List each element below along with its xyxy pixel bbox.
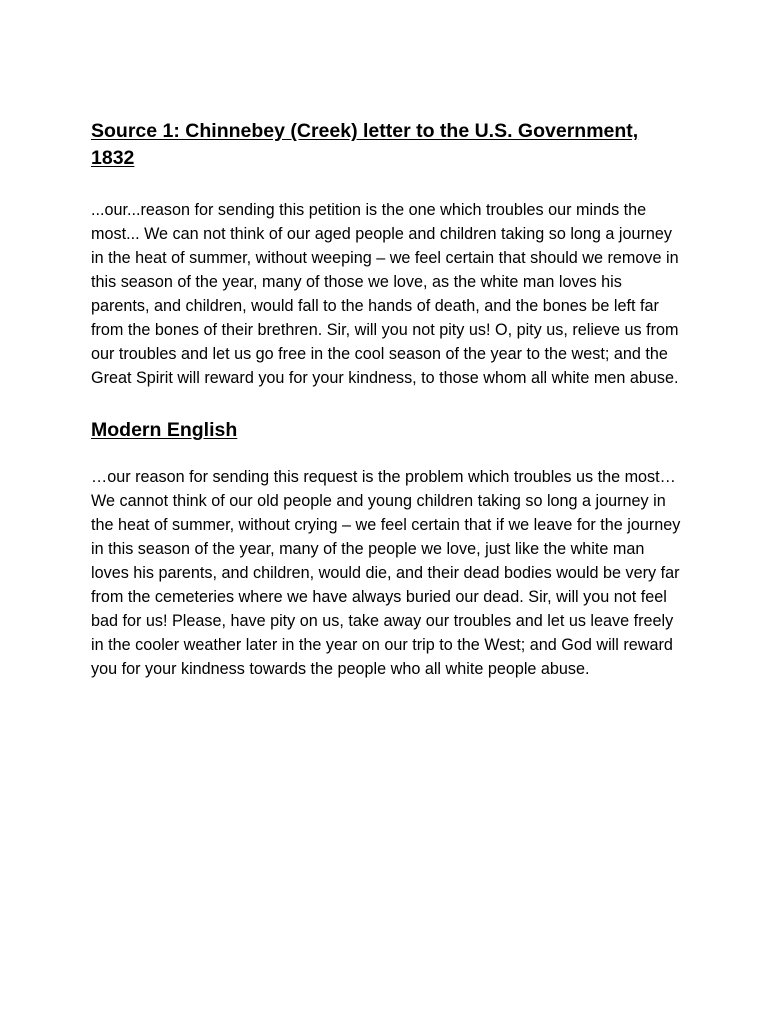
source-heading: Source 1: Chinnebey (Creek) letter to the U.S. Government, 1832 [91,120,639,169]
modern-english-heading: Modern English [91,419,238,441]
modern-english-paragraph: …our reason for sending this request is the problem which troubles us the most… We cannot think of our old people and young children taking so long a journey in the heat of summer, without crying – we feel certain that if we leave for the journey in this season of the year, many of the people we love, just like the white man loves his parents, and children, would die, and their dead bodies would be very far from the cemeteries where we have always buried our dead. Sir, will you not feel bad for us! Please, have pity on us, take away our troubles and let us leave freely in the cooler weather later in the year on our trip to the West; and God will reward you for your kindness towards the people who all white people abuse. [91,468,681,678]
source-paragraph: ...our...reason for sending this petition is the one which troubles our minds the most... We can not think of our aged people and children taking so long a journey in the heat of summer, without weeping – we feel certain that should we remove in this season of the year, many of those we love, as the white man loves his parents, and children, would fall to the hands of death, and the bones be left far from the bones of their brethren. Sir, will you not pity us! O, pity us, relieve us from our troubles and let us go free in the cool season of the year to the west; and the Great Spirit will reward you for your kindness, to those whom all white men abuse. [91,201,679,387]
document-page [91,118,681,681]
